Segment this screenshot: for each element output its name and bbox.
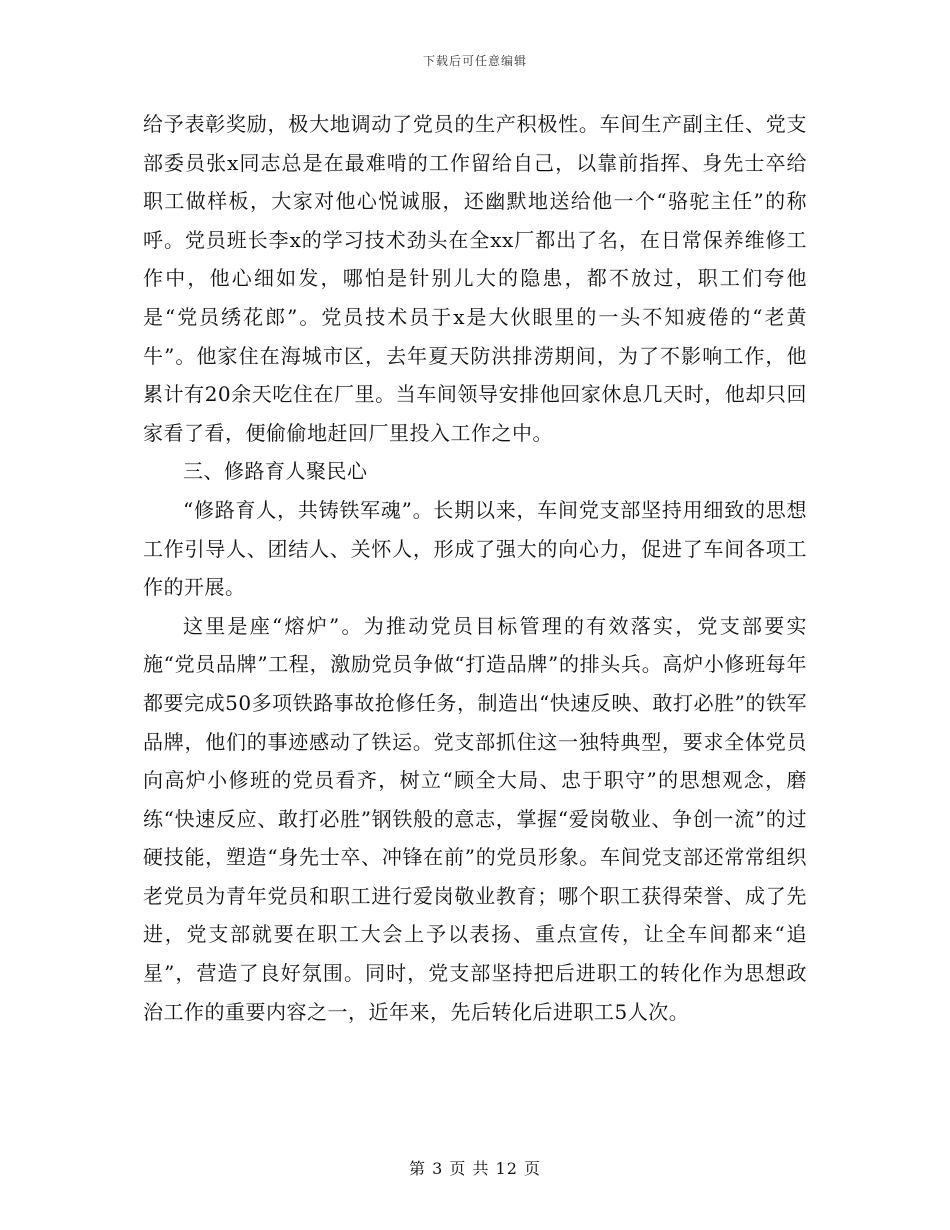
page-number: 第 3 页 共 12 页 bbox=[409, 1159, 541, 1178]
body-paragraph: 这里是座“熔炉”。为推动党员目标管理的有效落实，党支部要实施“党员品牌”工程，激励党员争做“打造品牌”的排头兵。高炉小修班每年都要完成50多项铁路事故抢修任务，制造出“快速反映、敢打必胜”的铁军品牌，他们的事迹感动了铁运。党支部抓住这一独特典型，要求全体党员向高炉小修班的党员看齐，树立“顾全大局、忠于职守”的思想观念，磨练“快速反应、敢打必胜”钢铁般的意志，掌握“爱岗敬业、争创一流”的过硬技能，塑造“身先士卒、冲锋在前”的党员形象。车间党支部还常常组织老党员为青年党员和职工进行爱岗敬业教育；哪个职工获得荣誉、成了先进，党支部就要在职工大会上予以表扬、重点宣传，让全车间都来“追星”，营造了良好氛围。同时，党支部坚持把后进职工的转化作为思想政治工作的重要内容之一，近年来，先后转化后进职工5人次。 bbox=[143, 613, 807, 1024]
body-paragraph: 给予表彰奖励，极大地调动了党员的生产积极性。车间生产副主任、党支部委员张x同志总是在最难啃的工作留给自己，以靠前指挥、身先士卒给职工做样板，大家对他心悦诚服，还幽默地送给他一个“骆驼主任”的称呼。党员班长李x的学习技术劲头在全xx厂都出了名，在日常保养维修工作中，他心细如发，哪怕是针别儿大的隐患，都不放过，职工们夸他是“党员绣花郎”。党员技术员于x是大伙眼里的一头不知疲倦的“老黄牛”。他家住在海城市区，去年夏天防洪排涝期间，为了不影响工作，他累计有20余天吃住在厂里。当车间领导安排他回家休息几天时，他却只回家看了看，便偷偷地赶回厂里投入工作之中。 bbox=[143, 112, 807, 445]
page-header: 下载后可任意编辑 bbox=[422, 54, 527, 68]
document-body bbox=[143, 105, 807, 1031]
section-heading: 三、修路育人聚民心 bbox=[183, 459, 368, 484]
body-paragraph: “修路育人，共铸铁军魂”。长期以来，车间党支部坚持用细致的思想工作引导人、团结人、关怀人，形成了强大的向心力，促进了车间各项工作的开展。 bbox=[143, 497, 807, 600]
